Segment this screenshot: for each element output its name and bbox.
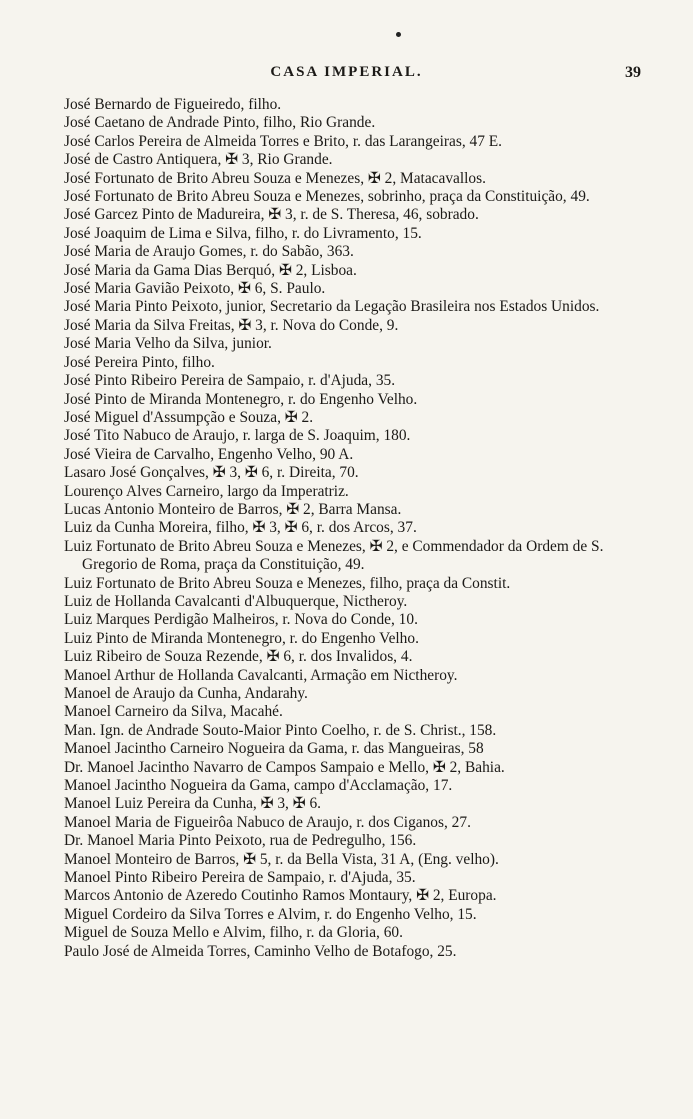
page-header	[0, 62, 693, 86]
list-item: Manoel Maria de Figueirôa Nabuco de Araujo, r. dos Ciganos, 27.	[64, 813, 471, 831]
list-item: Dr. Manoel Maria Pinto Peixoto, rua de Pedregulho, 156.	[64, 832, 417, 850]
list-item: José Pinto de Miranda Montenegro, r. do Engenho Velho.	[64, 390, 418, 408]
list-item: Lourenço Alves Carneiro, largo da Imperatriz.	[64, 482, 349, 500]
list-item: Luiz Fortunato de Brito Abreu Souza e Menezes, filho, praça da Constit.	[64, 574, 511, 592]
list-item: Miguel de Souza Mello e Alvim, filho, r. da Gloria, 60.	[64, 924, 403, 942]
list-item: José Caetano de Andrade Pinto, filho, Rio Grande.	[64, 114, 376, 132]
list-item: Lucas Antonio Monteiro de Barros, ✠ 2, Barra Mansa.	[64, 500, 402, 518]
list-item: Manoel Arthur de Hollanda Cavalcanti, Armação em Nictheroy.	[64, 666, 458, 684]
list-item: Luiz da Cunha Moreira, filho, ✠ 3, ✠ 6, r. dos Arcos, 37.	[64, 519, 417, 537]
list-item: Manoel Carneiro da Silva, Macahé.	[64, 703, 283, 721]
list-item: José Vieira de Carvalho, Engenho Velho, 90 A.	[64, 445, 354, 463]
entry-list	[64, 96, 654, 961]
running-title: CASA IMPERIAL.	[270, 64, 423, 80]
list-item: Manoel Jacintho Nogueira da Gama, campo d'Acclamação, 17.	[64, 777, 453, 795]
list-item: Manoel Luiz Pereira da Cunha, ✠ 3, ✠ 6.	[64, 795, 322, 813]
list-item: Dr. Manoel Jacintho Navarro de Campos Sampaio e Mello, ✠ 2, Bahia.	[64, 758, 505, 776]
list-item: Luiz de Hollanda Cavalcanti d'Albuquerque, Nictheroy.	[64, 592, 408, 610]
list-item: Manoel Jacintho Carneiro Nogueira da Gama, r. das Mangueiras, 58	[64, 740, 484, 758]
list-item: José Joaquim de Lima e Silva, filho, r. do Livramento, 15.	[64, 224, 422, 242]
list-item: José Fortunato de Brito Abreu Souza e Menezes, sobrinho, praça da Constituição, 49.	[64, 188, 590, 206]
list-item: Marcos Antonio de Azeredo Coutinho Ramos Montaury, ✠ 2, Europa.	[64, 887, 497, 905]
list-item: José Garcez Pinto de Madureira, ✠ 3, r. de S. Theresa, 46, sobrado.	[64, 206, 479, 224]
list-item: Lasaro José Gonçalves, ✠ 3, ✠ 6, r. Direita, 70.	[64, 464, 359, 482]
page-number: 39	[625, 64, 641, 81]
list-item: José Maria da Gama Dias Berquó, ✠ 2, Lisboa.	[64, 261, 357, 279]
list-item: José Maria da Silva Freitas, ✠ 3, r. Nova do Conde, 9.	[64, 316, 399, 334]
list-item: José Pinto Ribeiro Pereira de Sampaio, r. d'Ajuda, 35.	[64, 372, 396, 390]
list-item: José Maria Gavião Peixoto, ✠ 6, S. Paulo.	[64, 280, 326, 298]
list-item: José Miguel d'Assumpção e Souza, ✠ 2.	[64, 408, 314, 426]
list-item: José Carlos Pereira de Almeida Torres e Brito, r. das Larangeiras, 47 E.	[64, 132, 502, 150]
list-item: Luiz Ribeiro de Souza Rezende, ✠ 6, r. dos Invalidos, 4.	[64, 648, 413, 666]
list-item: Luiz Fortunato de Brito Abreu Souza e Menezes, ✠ 2, e Commendador da Ordem de S. Gregorio de Roma, praça da Constituição, 49.	[64, 537, 604, 574]
list-item: José de Castro Antiquera, ✠ 3, Rio Grande.	[64, 151, 333, 169]
list-item: José Maria Pinto Peixoto, junior, Secretario da Legação Brasileira nos Estados Unidos.	[64, 298, 600, 316]
list-item: Miguel Cordeiro da Silva Torres e Alvim, r. do Engenho Velho, 15.	[64, 905, 477, 923]
list-item: Manoel Pinto Ribeiro Pereira de Sampaio, r. d'Ajuda, 35.	[64, 869, 416, 887]
list-item: José Maria de Araujo Gomes, r. do Sabão, 363.	[64, 243, 354, 261]
list-item: José Tito Nabuco de Araujo, r. larga de S. Joaquim, 180.	[64, 427, 411, 445]
list-item: José Bernardo de Figueiredo, filho.	[64, 96, 282, 113]
list-item: Paulo José de Almeida Torres, Caminho Velho de Botafogo, 25.	[64, 942, 457, 960]
list-item: Luiz Pinto de Miranda Montenegro, r. do Engenho Velho.	[64, 629, 419, 647]
list-item: Manoel de Araujo da Cunha, Andarahy.	[64, 685, 308, 702]
list-item: José Pereira Pinto, filho.	[64, 353, 215, 371]
list-item: Man. Ign. de Andrade Souto-Maior Pinto Coelho, r. de S. Christ., 158.	[64, 721, 497, 739]
list-item: Luiz Marques Perdigão Malheiros, r. Nova do Conde, 10.	[64, 611, 418, 629]
ink-dot	[396, 32, 401, 37]
list-item: José Fortunato de Brito Abreu Souza e Menezes, ✠ 2, Matacavallos.	[64, 169, 486, 187]
list-item: José Maria Velho da Silva, junior.	[64, 335, 272, 353]
list-item: Manoel Monteiro de Barros, ✠ 5, r. da Bella Vista, 31 A, (Eng. velho).	[64, 850, 499, 868]
